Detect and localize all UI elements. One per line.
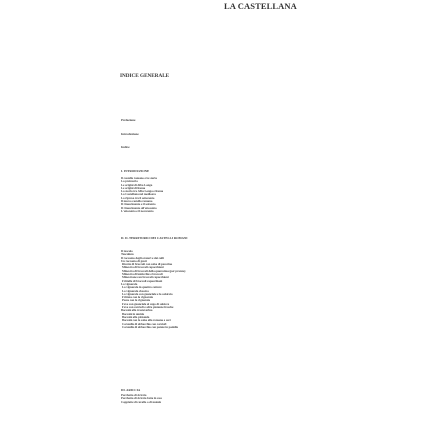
- toc-entry: La preistoria: [121, 180, 138, 184]
- toc-entry: Le origini di Alba Longa: [121, 183, 153, 187]
- section-introduzione: [121, 169, 163, 213]
- toc-entry: Fave con carciofi e altre pietanze fresche: [122, 306, 174, 310]
- toc-entry: Il rinascimento e il seicento: [121, 203, 156, 207]
- toc-entry: Coratella di abbacchio con patate in padella: [122, 325, 178, 329]
- toc-entry: Minestrone con broccoli capacchioni: [122, 276, 169, 280]
- toc-entry: La vignarola con guanciale e la salsiccia: [122, 292, 173, 296]
- toc-entry: Un racconto di gusti: [121, 259, 147, 263]
- toc-entry: Baccalà con la salsa alla romana e ceci: [122, 319, 171, 323]
- toc-entry: Frittelle di broccoli capacchioni: [122, 279, 163, 283]
- toc-entry: Coratella di abbacchio con carciofi: [122, 322, 167, 326]
- section-title: III. ARICCIA: [121, 388, 141, 392]
- toc-entry: Ricette di broccoli con salsa di pecorino: [122, 263, 173, 267]
- toc-entry: La Castellana nel medioevo: [121, 193, 157, 197]
- toc-entry: Il castello romano e la storia: [121, 177, 157, 180]
- toc-entry: L'ottocento e il novecento: [121, 209, 154, 213]
- toc-entry: La ripresa tra il settecento: [121, 196, 155, 200]
- front-item: Prefazione: [121, 118, 136, 122]
- toc-entry: Frittata con la vignarola: [122, 296, 153, 300]
- toc-entry: La vignarola: [121, 282, 138, 286]
- toc-entry: Baccalà alla trasteverina: [121, 309, 153, 313]
- section-territorio: [121, 236, 187, 329]
- running-header-title: LA CASTELLANA: [224, 1, 297, 11]
- toc-entry: Il nuovo castello romano: [121, 200, 153, 204]
- toc-entry: Baccalà in umido: [122, 312, 145, 316]
- section-list: [121, 177, 163, 213]
- section-title: I. INTRODUZIONE: [121, 169, 150, 173]
- toc-entry: Pasta con la vignarola: [122, 299, 150, 303]
- toc-entry: Coppiette di cavallo o di maiale: [121, 400, 161, 404]
- toc-entry: Le origini di Roma: [121, 186, 146, 190]
- toc-entry: Porchetta di Ariccia fatta in casa: [121, 397, 163, 401]
- front-item: Introduzione: [121, 131, 139, 136]
- section-title: II. IL TERRITORIO DEI CASTELLI ROMANI: [121, 236, 188, 240]
- toc-entry: Baccalà alla pizzaiola: [122, 315, 150, 319]
- toc-entry: Porchetta di Ariccia: [121, 394, 147, 397]
- section-ariccia: [121, 388, 162, 404]
- toc-entry: Minestra di broccoli della quaresima (per pranzo): [122, 269, 186, 273]
- section-list: [121, 394, 162, 404]
- toc-entry: Minestra di lenticchie e broccoli: [122, 273, 163, 277]
- toc-entry: La vignarola in quattro cotture: [122, 286, 162, 290]
- toc-entry: La storia tra Alba Longa e Roma: [121, 190, 164, 194]
- toc-entry: Il tuscolo: [121, 250, 133, 253]
- toc-entry: Il rinascimento all'ottocento: [121, 206, 157, 210]
- toc-entry: La vignarola classica: [122, 289, 149, 293]
- index-title: INDICE GENERALE: [120, 73, 170, 79]
- section-list: [121, 250, 187, 329]
- toc-entry: Il racconto degli oratori e dei colli: [121, 256, 164, 260]
- front-item: Indice: [121, 145, 130, 150]
- toc-entry: Minestra di broccoli capacchioni: [122, 266, 164, 270]
- toc-entry: Tusculum: [121, 253, 134, 257]
- front-matter-list: [121, 118, 139, 159]
- toc-entry: Fave con guanciale al sugo di salsicce: [122, 302, 170, 306]
